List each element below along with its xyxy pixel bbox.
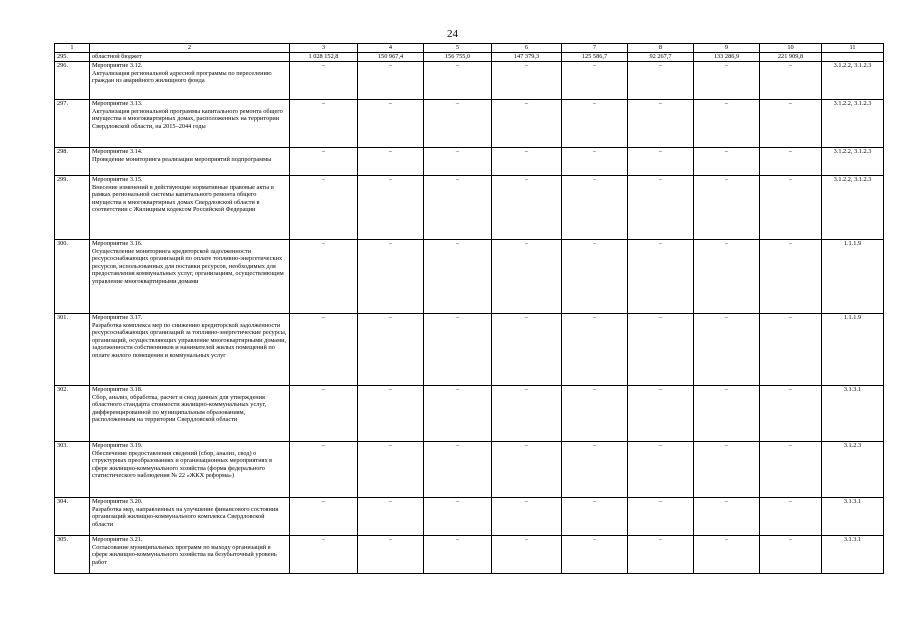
measure-description: [90, 536, 290, 574]
measure-text: Сбор, анализ, обработка, расчет и свод данных для утверждения областного стандарта стоимости жилищно-коммунальных услуг, дифференцированной по муниципальным образованиям, расположенным на территории Свердловской области: [92, 393, 266, 424]
measure-title: Мероприятие 3.20.: [92, 498, 143, 505]
column-header: 8: [628, 44, 694, 53]
empty-value-dash: –: [562, 536, 628, 574]
empty-value-dash: –: [358, 386, 424, 442]
empty-value-dash: –: [562, 498, 628, 536]
empty-value-dash: –: [694, 536, 760, 574]
empty-value-dash: –: [628, 62, 694, 100]
measure-title: Мероприятие 3.15.: [92, 176, 143, 183]
column-header: 1: [55, 44, 90, 53]
empty-value-dash: –: [358, 240, 424, 314]
measure-text: Актуализация региональной адресной программы по переселению граждан из аварийного жилищного фонда: [92, 69, 272, 85]
table-row: [55, 498, 884, 536]
empty-value-dash: –: [694, 100, 760, 148]
empty-value-dash: –: [492, 100, 562, 148]
target-cell: 3.1.2.2, 3.1.2.3: [822, 148, 884, 176]
empty-value-dash: –: [628, 240, 694, 314]
empty-value-dash: –: [424, 240, 492, 314]
program-table: [54, 43, 884, 574]
empty-value-dash: –: [562, 62, 628, 100]
empty-value-dash: –: [694, 314, 760, 386]
table-row: [55, 386, 884, 442]
empty-value-dash: –: [492, 314, 562, 386]
page-number: 24: [447, 28, 458, 40]
empty-value-dash: –: [424, 536, 492, 574]
empty-value-dash: –: [424, 176, 492, 240]
target-cell: 3.1.2.2, 3.1.2.3: [822, 62, 884, 100]
measure-text: Внесение изменений в действующие нормативные правовые акты в рамках региональной системы капитального ремонта общего имущества в многоквартирных домах Свердловской области в соответствии с Жилищным кодексом Российской Федерации: [92, 183, 274, 214]
row-number: 296.: [55, 62, 90, 100]
column-header: 11: [822, 44, 884, 53]
row-number: 298.: [55, 148, 90, 176]
empty-value-dash: –: [760, 386, 822, 442]
empty-value-dash: –: [628, 498, 694, 536]
measure-text: Проведение мониторинга реализации мероприятий подпрограммы: [92, 155, 272, 163]
column-header: 10: [760, 44, 822, 53]
empty-value-dash: –: [760, 176, 822, 240]
empty-value-dash: –: [628, 148, 694, 176]
row-number: 297.: [55, 100, 90, 148]
empty-value-dash: –: [424, 314, 492, 386]
empty-value-dash: –: [628, 314, 694, 386]
target-cell: 1.1.1.9: [822, 314, 884, 386]
empty-value-dash: –: [290, 100, 358, 148]
empty-value-dash: –: [492, 240, 562, 314]
empty-value-dash: –: [424, 62, 492, 100]
column-header: 5: [424, 44, 492, 53]
empty-value-dash: –: [358, 176, 424, 240]
table-row: [55, 176, 884, 240]
empty-value-dash: –: [562, 442, 628, 498]
empty-value-dash: –: [628, 176, 694, 240]
empty-value-dash: –: [694, 240, 760, 314]
empty-value-dash: –: [760, 314, 822, 386]
empty-value-dash: –: [358, 498, 424, 536]
amount-cell: 92 267,7: [628, 53, 694, 62]
table-row: [55, 314, 884, 386]
empty-value-dash: –: [492, 176, 562, 240]
amount-cell: 133 286,9: [694, 53, 760, 62]
empty-value-dash: –: [760, 498, 822, 536]
empty-value-dash: –: [628, 442, 694, 498]
row-number: 305.: [55, 536, 90, 574]
measure-text: Актуализация региональной программы капитального ремонта общего имущества в многоквартирных домах, расположенных на территории Свердловской области, на 2015–2044 годы: [92, 107, 283, 130]
empty-value-dash: –: [628, 536, 694, 574]
measure-text: Разработка мер, направленных на улучшение финансового состояния организаций жилищно-коммунального комплекса Свердловской области: [92, 505, 279, 528]
empty-value-dash: –: [562, 100, 628, 148]
target-cell: 3.1.2.2, 3.1.2.3: [822, 100, 884, 148]
empty-value-dash: –: [358, 148, 424, 176]
measure-title: Мероприятие 3.12.: [92, 62, 143, 69]
measure-title: Мероприятие 3.19.: [92, 442, 143, 449]
empty-value-dash: –: [290, 536, 358, 574]
target-cell: 3.1.3.1: [822, 536, 884, 574]
empty-value-dash: –: [358, 314, 424, 386]
empty-value-dash: –: [424, 442, 492, 498]
empty-value-dash: –: [492, 62, 562, 100]
table-row: [55, 62, 884, 100]
empty-value-dash: –: [694, 386, 760, 442]
target-cell: 3.1.2.2, 3.1.2.3: [822, 176, 884, 240]
empty-value-dash: –: [492, 536, 562, 574]
target-cell: 3.1.3.1: [822, 386, 884, 442]
empty-value-dash: –: [760, 536, 822, 574]
measure-description: [90, 386, 290, 442]
empty-value-dash: –: [358, 100, 424, 148]
empty-value-dash: –: [424, 148, 492, 176]
target-cell: 3.1.3.1: [822, 498, 884, 536]
target-cell: 3.1.2.3: [822, 442, 884, 498]
empty-value-dash: –: [290, 386, 358, 442]
measure-text: Осуществление мониторинга кредиторской задолженности ресурсоснабжающих организаций по оплате топливно-энергетических ресурсов, использованных для поставки ресурсов, необходимых для предоставления коммунальных услуг, организациям, осуществляющим управление многоквартирными домами: [92, 247, 284, 285]
column-header: 2: [90, 44, 290, 53]
empty-value-dash: –: [694, 148, 760, 176]
empty-value-dash: –: [358, 442, 424, 498]
measure-title: Мероприятие 3.13.: [92, 100, 143, 107]
empty-value-dash: –: [628, 100, 694, 148]
empty-value-dash: –: [562, 386, 628, 442]
empty-value-dash: –: [290, 62, 358, 100]
empty-value-dash: –: [694, 498, 760, 536]
amount-cell: 1 028 152,8: [290, 53, 358, 62]
empty-value-dash: –: [562, 240, 628, 314]
measure-title: Мероприятие 3.21.: [92, 536, 143, 543]
empty-value-dash: –: [760, 100, 822, 148]
empty-value-dash: –: [290, 176, 358, 240]
amount-cell: 156 755,0: [424, 53, 492, 62]
row-number: 303.: [55, 442, 90, 498]
empty-value-dash: –: [290, 498, 358, 536]
row-number: 299.: [55, 176, 90, 240]
measure-title: Мероприятие 3.16.: [92, 240, 143, 247]
amount-cell: 125 586,7: [562, 53, 628, 62]
measure-description: [90, 148, 290, 176]
table-row: [55, 148, 884, 176]
row-number: 295.: [55, 53, 90, 62]
table-header-row: [55, 44, 884, 53]
empty-value-dash: –: [492, 386, 562, 442]
measure-description: [90, 62, 290, 100]
table-row: [55, 442, 884, 498]
table-row-budget: [55, 53, 884, 62]
row-number: 301.: [55, 314, 90, 386]
empty-value-dash: –: [492, 498, 562, 536]
table-row: [55, 100, 884, 148]
empty-value-dash: –: [290, 442, 358, 498]
measure-description: [90, 176, 290, 240]
column-header: 7: [562, 44, 628, 53]
empty-value-dash: –: [492, 148, 562, 176]
measure-text: Согласование муниципальных программ по выходу организаций в сфере жилищно-коммунального хозяйства на безубыточный уровень работ: [92, 543, 277, 566]
column-header: 9: [694, 44, 760, 53]
table-row: [55, 240, 884, 314]
measure-text: Обеспечение предоставления сведений (сбор, анализ, свод) о структурных преобразованиях и организационных мероприятиях в сфере жилищно-коммунального хозяйства (форма федерального статистического наблюдения № 22 «ЖКХ реформа»): [92, 449, 273, 480]
measure-description: [90, 100, 290, 148]
target-cell: [822, 53, 884, 62]
empty-value-dash: –: [562, 314, 628, 386]
measure-description: [90, 442, 290, 498]
empty-value-dash: –: [290, 148, 358, 176]
amount-cell: 221 909,8: [760, 53, 822, 62]
amount-cell: 147 379,3: [492, 53, 562, 62]
empty-value-dash: –: [694, 176, 760, 240]
measure-description: [90, 314, 290, 386]
measure-description: [90, 240, 290, 314]
empty-value-dash: –: [358, 536, 424, 574]
row-number: 300.: [55, 240, 90, 314]
column-header: 3: [290, 44, 358, 53]
measure-text: Разработка комплекса мер по снижению кредиторской задолженности ресурсоснабжающих организаций за топливно-энергетические ресурсы, организаций, осуществляющих управление многоквартирными домами, задолженности собственников и нанимателей жилых помещений по оплате жилого помещения и коммунальных услуг: [92, 321, 287, 359]
table-row: [55, 536, 884, 574]
measure-description: [90, 498, 290, 536]
empty-value-dash: –: [562, 148, 628, 176]
empty-value-dash: –: [760, 62, 822, 100]
empty-value-dash: –: [358, 62, 424, 100]
empty-value-dash: –: [694, 442, 760, 498]
empty-value-dash: –: [628, 386, 694, 442]
measure-title: Мероприятие 3.18.: [92, 386, 143, 393]
column-header: 4: [358, 44, 424, 53]
row-number: 304.: [55, 498, 90, 536]
empty-value-dash: –: [290, 240, 358, 314]
empty-value-dash: –: [492, 442, 562, 498]
empty-value-dash: –: [290, 314, 358, 386]
empty-value-dash: –: [424, 100, 492, 148]
measure-title: Мероприятие 3.14.: [92, 148, 143, 155]
empty-value-dash: –: [760, 442, 822, 498]
row-number: 302.: [55, 386, 90, 442]
empty-value-dash: –: [424, 498, 492, 536]
column-header: 6: [492, 44, 562, 53]
empty-value-dash: –: [694, 62, 760, 100]
row-label: областной бюджет: [90, 53, 290, 62]
empty-value-dash: –: [760, 148, 822, 176]
empty-value-dash: –: [562, 176, 628, 240]
measure-title: Мероприятие 3.17.: [92, 314, 143, 321]
empty-value-dash: –: [760, 240, 822, 314]
empty-value-dash: –: [424, 386, 492, 442]
amount-cell: 150 967,4: [358, 53, 424, 62]
target-cell: 1.1.1.9: [822, 240, 884, 314]
